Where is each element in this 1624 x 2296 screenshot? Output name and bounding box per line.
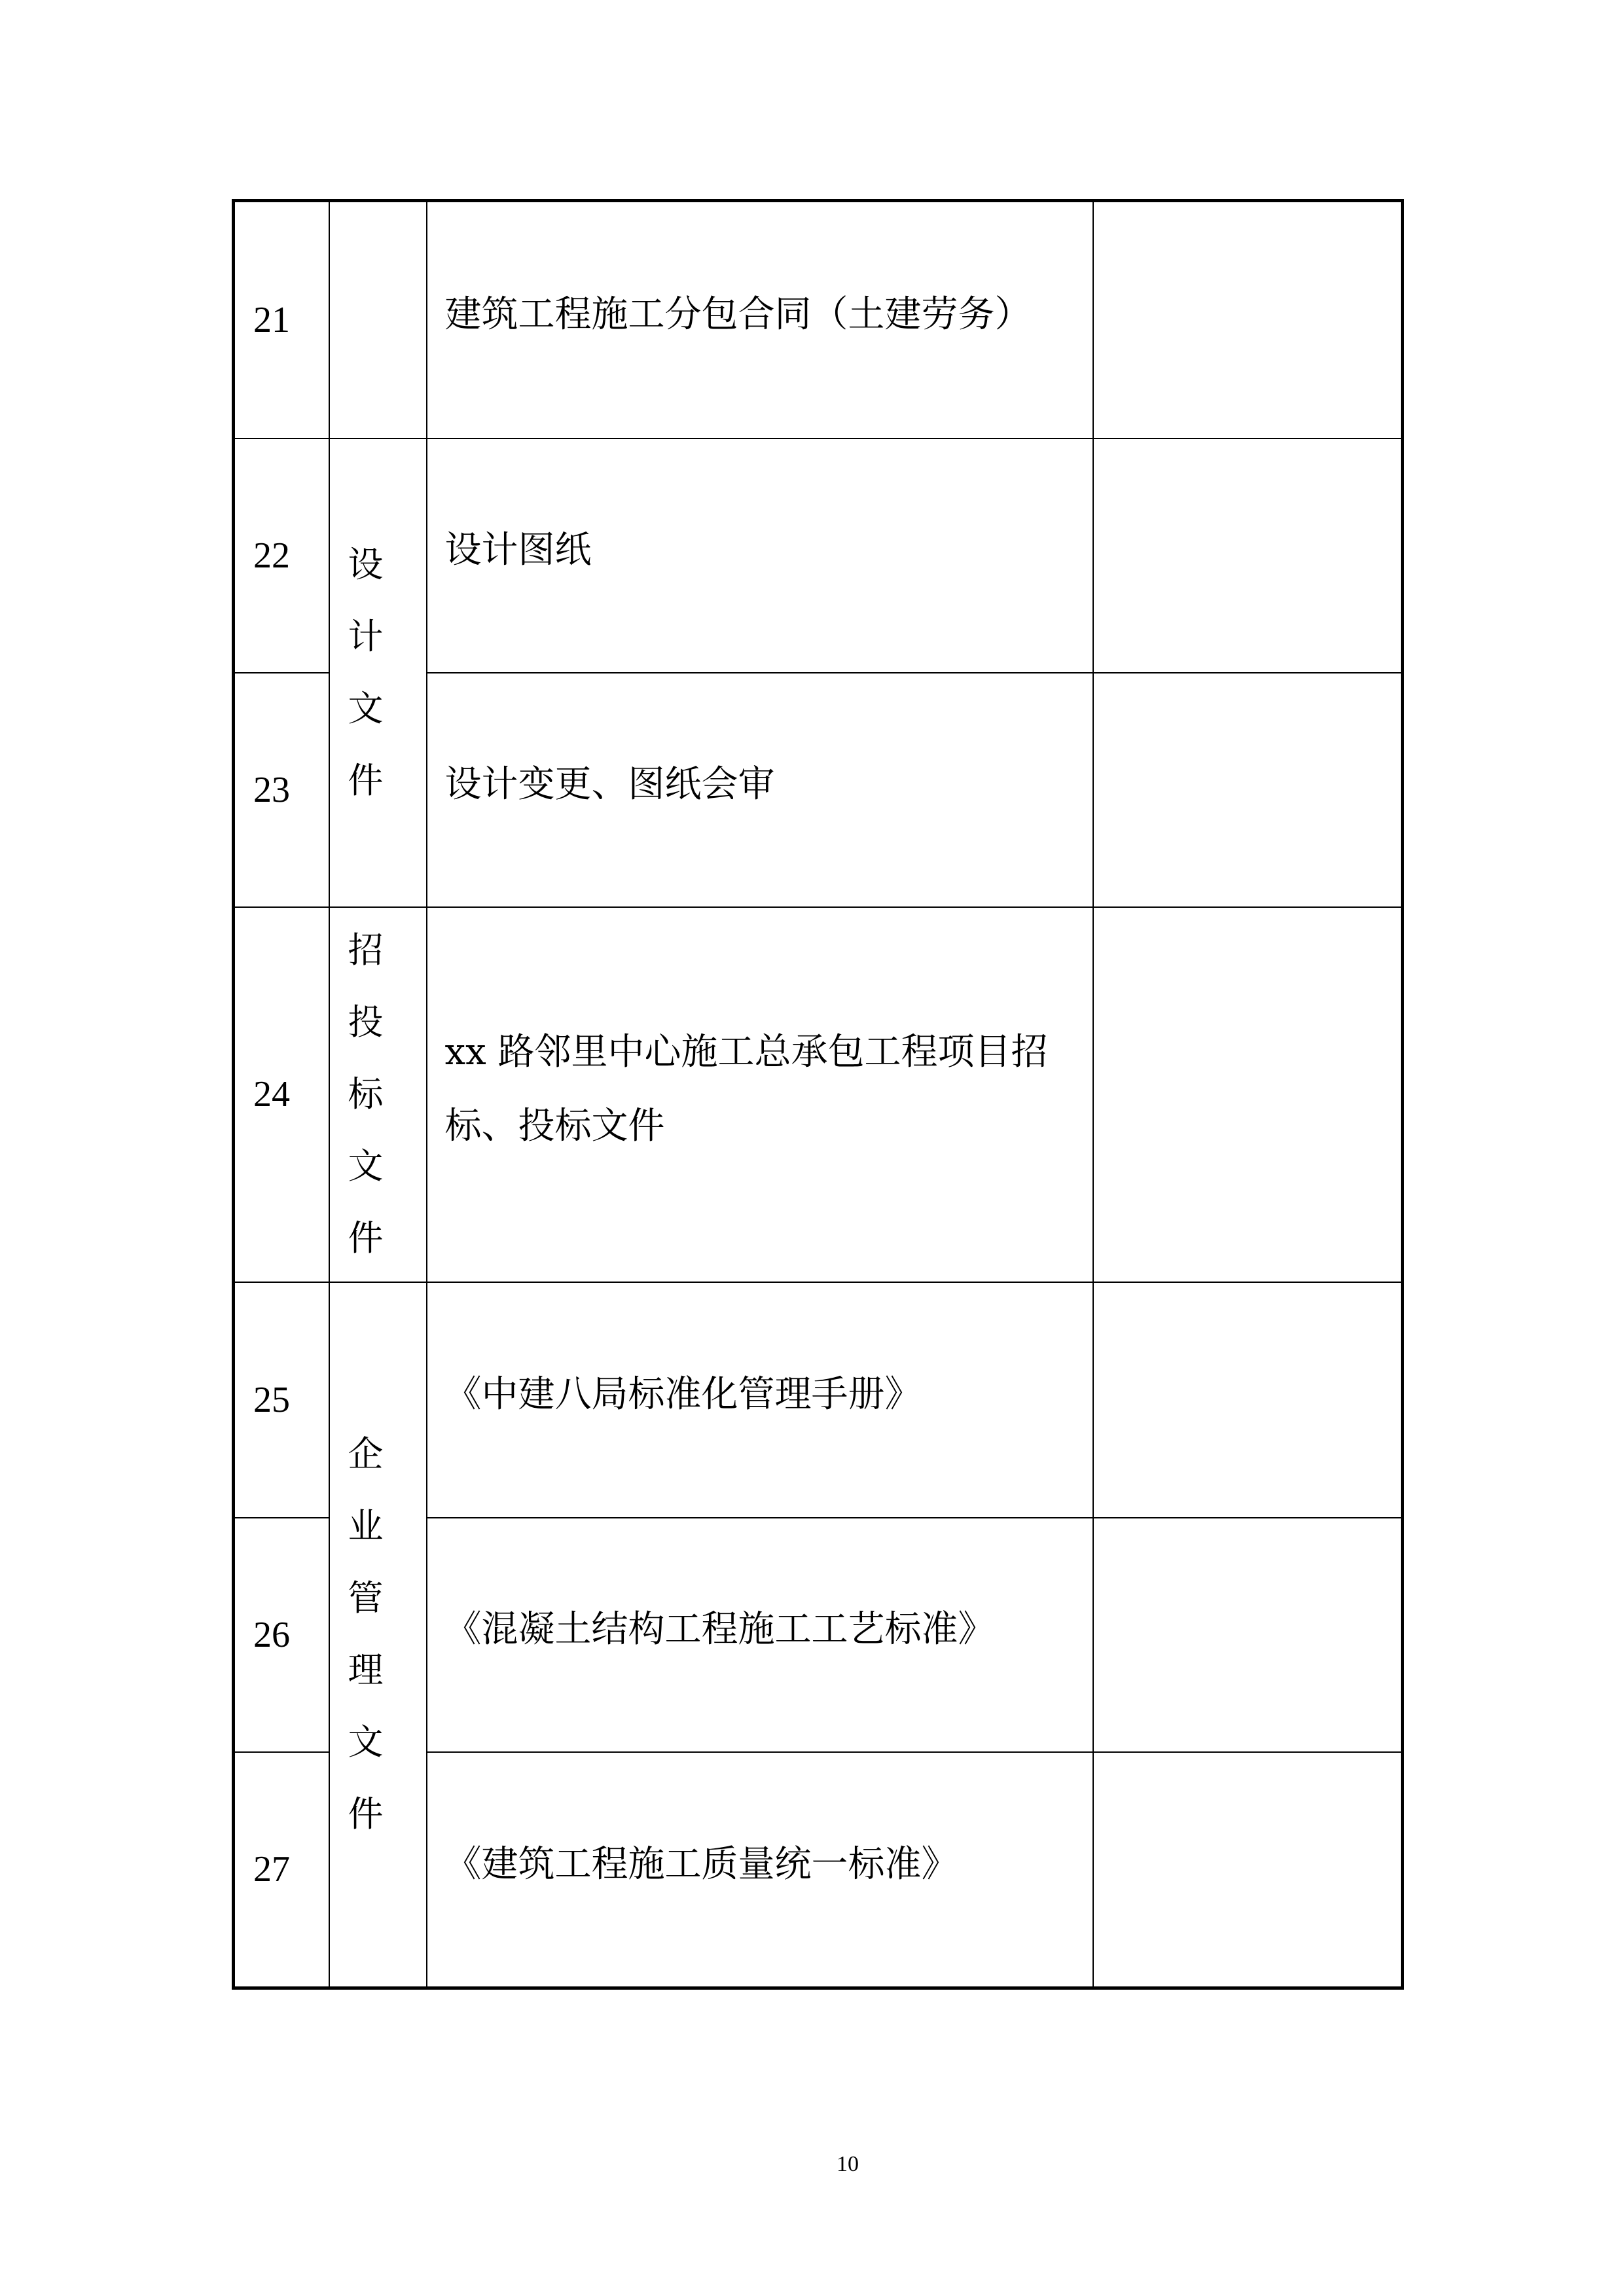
row-number: 23: [234, 673, 329, 907]
remark-cell: [1093, 907, 1403, 1282]
document-name: 《建筑工程施工质量统一标准》: [444, 1842, 958, 1886]
remark-cell: [1093, 673, 1403, 907]
category-cell: [329, 1282, 427, 1988]
document-cell: [427, 1752, 1093, 1988]
document-name: 设计变更、图纸会审: [444, 763, 775, 806]
category-cell: [329, 907, 427, 1282]
category-label: 招投标文件: [348, 929, 384, 1259]
document-cell: [427, 1282, 1093, 1518]
table-row: [234, 201, 1403, 439]
remark-cell: [1093, 1518, 1403, 1752]
document-cell: [427, 201, 1093, 439]
document-cell: [427, 907, 1093, 1282]
row-number: 24: [234, 907, 329, 1282]
document-name: xx 路邻里中心施工总承包工程项目招标、投标文件: [444, 1031, 1048, 1147]
document-cell: [427, 1518, 1093, 1752]
table-row: [234, 1282, 1403, 1518]
remark-cell: [1093, 201, 1403, 439]
category-label: 企业管理文件: [348, 1433, 384, 1835]
category-cell: [329, 201, 427, 439]
remark-cell: [1093, 1282, 1403, 1518]
row-number: 25: [234, 1282, 329, 1518]
category-cell: [329, 439, 427, 907]
table-row: [234, 907, 1403, 1282]
row-number: 22: [234, 439, 329, 673]
remark-cell: [1093, 1752, 1403, 1988]
row-number: 27: [234, 1752, 329, 1988]
category-label: 设计文件: [348, 543, 384, 801]
document-name: 《混凝土结构工程施工工艺标准》: [444, 1608, 995, 1651]
document-list-table: [232, 199, 1404, 1990]
row-number: 26: [234, 1518, 329, 1752]
document-name: 建筑工程施工分包合同（土建劳务）: [444, 293, 1032, 336]
page-number: 10: [837, 2152, 859, 2176]
table-row: [234, 439, 1403, 673]
document-name: 设计图纸: [444, 529, 592, 571]
remark-cell: [1093, 439, 1403, 673]
row-number: 21: [234, 201, 329, 439]
document-cell: [427, 439, 1093, 673]
document-name: 《中建八局标准化管理手册》: [444, 1373, 922, 1416]
document-cell: [427, 673, 1093, 907]
